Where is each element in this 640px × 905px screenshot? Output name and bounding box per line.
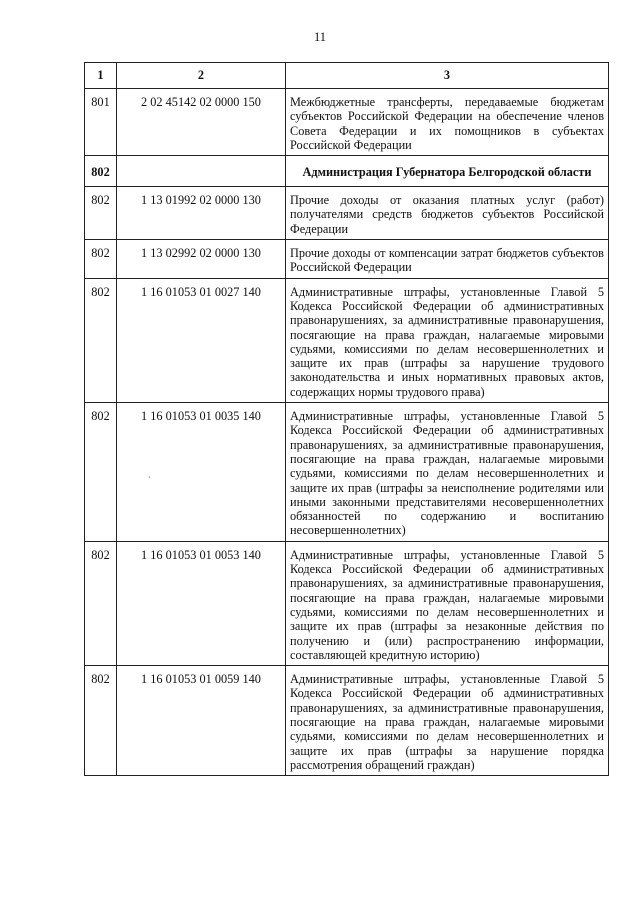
table-row [85, 541, 609, 665]
revenue-code-cell: 1 16 01053 01 0059 140 [117, 666, 286, 776]
admin-code-cell: 802 [85, 240, 117, 279]
revenue-code-cell: 2 02 45142 02 0000 150 [117, 89, 286, 156]
stray-mark: ˏ [148, 468, 151, 478]
admin-code-cell: 802 [85, 541, 117, 665]
revenue-code-cell: 1 13 02992 02 0000 130 [117, 240, 286, 279]
table-row [85, 403, 609, 542]
description-cell: Административные штрафы, установленные Главой 5 Кодекса Российской Федерации об административных правонарушениях, за административные правонарушения, посягающие на права граждан, налагаемые мировыми судьями, комиссиями по делам несовершеннолетних и защите их прав (штрафы за незаконные действия по получению и (или) распространению информации, составляющей кредитную историю) [286, 541, 609, 665]
admin-code-cell: 802 [85, 156, 117, 187]
table-row [85, 278, 609, 402]
revenue-code-cell [117, 156, 286, 187]
revenue-codes-table [84, 62, 609, 776]
admin-code-cell: 801 [85, 89, 117, 156]
description-cell: Прочие доходы от оказания платных услуг (работ) получателями средств бюджетов субъектов Российской Федерации [286, 187, 609, 240]
table-row [85, 666, 609, 776]
column-header-1: 1 [85, 63, 117, 89]
table-section-row [85, 156, 609, 187]
admin-code-cell: 802 [85, 666, 117, 776]
description-cell: Административные штрафы, установленные Главой 5 Кодекса Российской Федерации об административных правонарушениях, за административные правонарушения, посягающие на права граждан, налагаемые мировыми судьями, комиссиями по делам несовершеннолетних и защите их прав (штрафы за нарушение трудового законодательства и иных нормативных правовых актов, содержащих нормы трудового права) [286, 278, 609, 402]
revenue-code-cell: 1 16 01053 01 0027 140 [117, 278, 286, 402]
column-header-3: 3 [286, 63, 609, 89]
page-number: 11 [313, 30, 327, 44]
description-cell: Прочие доходы от компенсации затрат бюджетов субъектов Российской Федерации [286, 240, 609, 279]
admin-code-cell: 802 [85, 187, 117, 240]
revenue-code-cell: 1 16 01053 01 0053 140 [117, 541, 286, 665]
table-header-row [85, 63, 609, 89]
description-cell: Административные штрафы, установленные Главой 5 Кодекса Российской Федерации об административных правонарушениях, за административные правонарушения, посягающие на права граждан, налагаемые мировыми судьями, комиссиями по делам несовершеннолетних и защите их прав (штрафы за неисполнение родителями или иными законными представителями несовершеннолетних обязанностей по содержанию и воспитанию несовершеннолетних) [286, 403, 609, 542]
description-cell: Администрация Губернатора Белгородской области [286, 156, 609, 187]
column-header-2: 2 [117, 63, 286, 89]
admin-code-cell: 802 [85, 403, 117, 542]
table-row [85, 240, 609, 279]
revenue-code-cell: 1 13 01992 02 0000 130 [117, 187, 286, 240]
admin-code-cell: 802 [85, 278, 117, 402]
description-cell: Административные штрафы, установленные Главой 5 Кодекса Российской Федерации об административных правонарушениях, за административные правонарушения, посягающие на права граждан, налагаемые мировыми судьями, комиссиями по делам несовершеннолетних и защите их прав (штрафы за нарушение порядка рассмотрения обращений граждан) [286, 666, 609, 776]
revenue-code-cell: 1 16 01053 01 0035 140 [117, 403, 286, 542]
description-cell: Межбюджетные трансферты, передаваемые бюджетам субъектов Российской Федерации на обеспечение членов Совета Федерации и их помощников в субъектах Российской Федерации [286, 89, 609, 156]
table-row [85, 187, 609, 240]
table-row [85, 89, 609, 156]
